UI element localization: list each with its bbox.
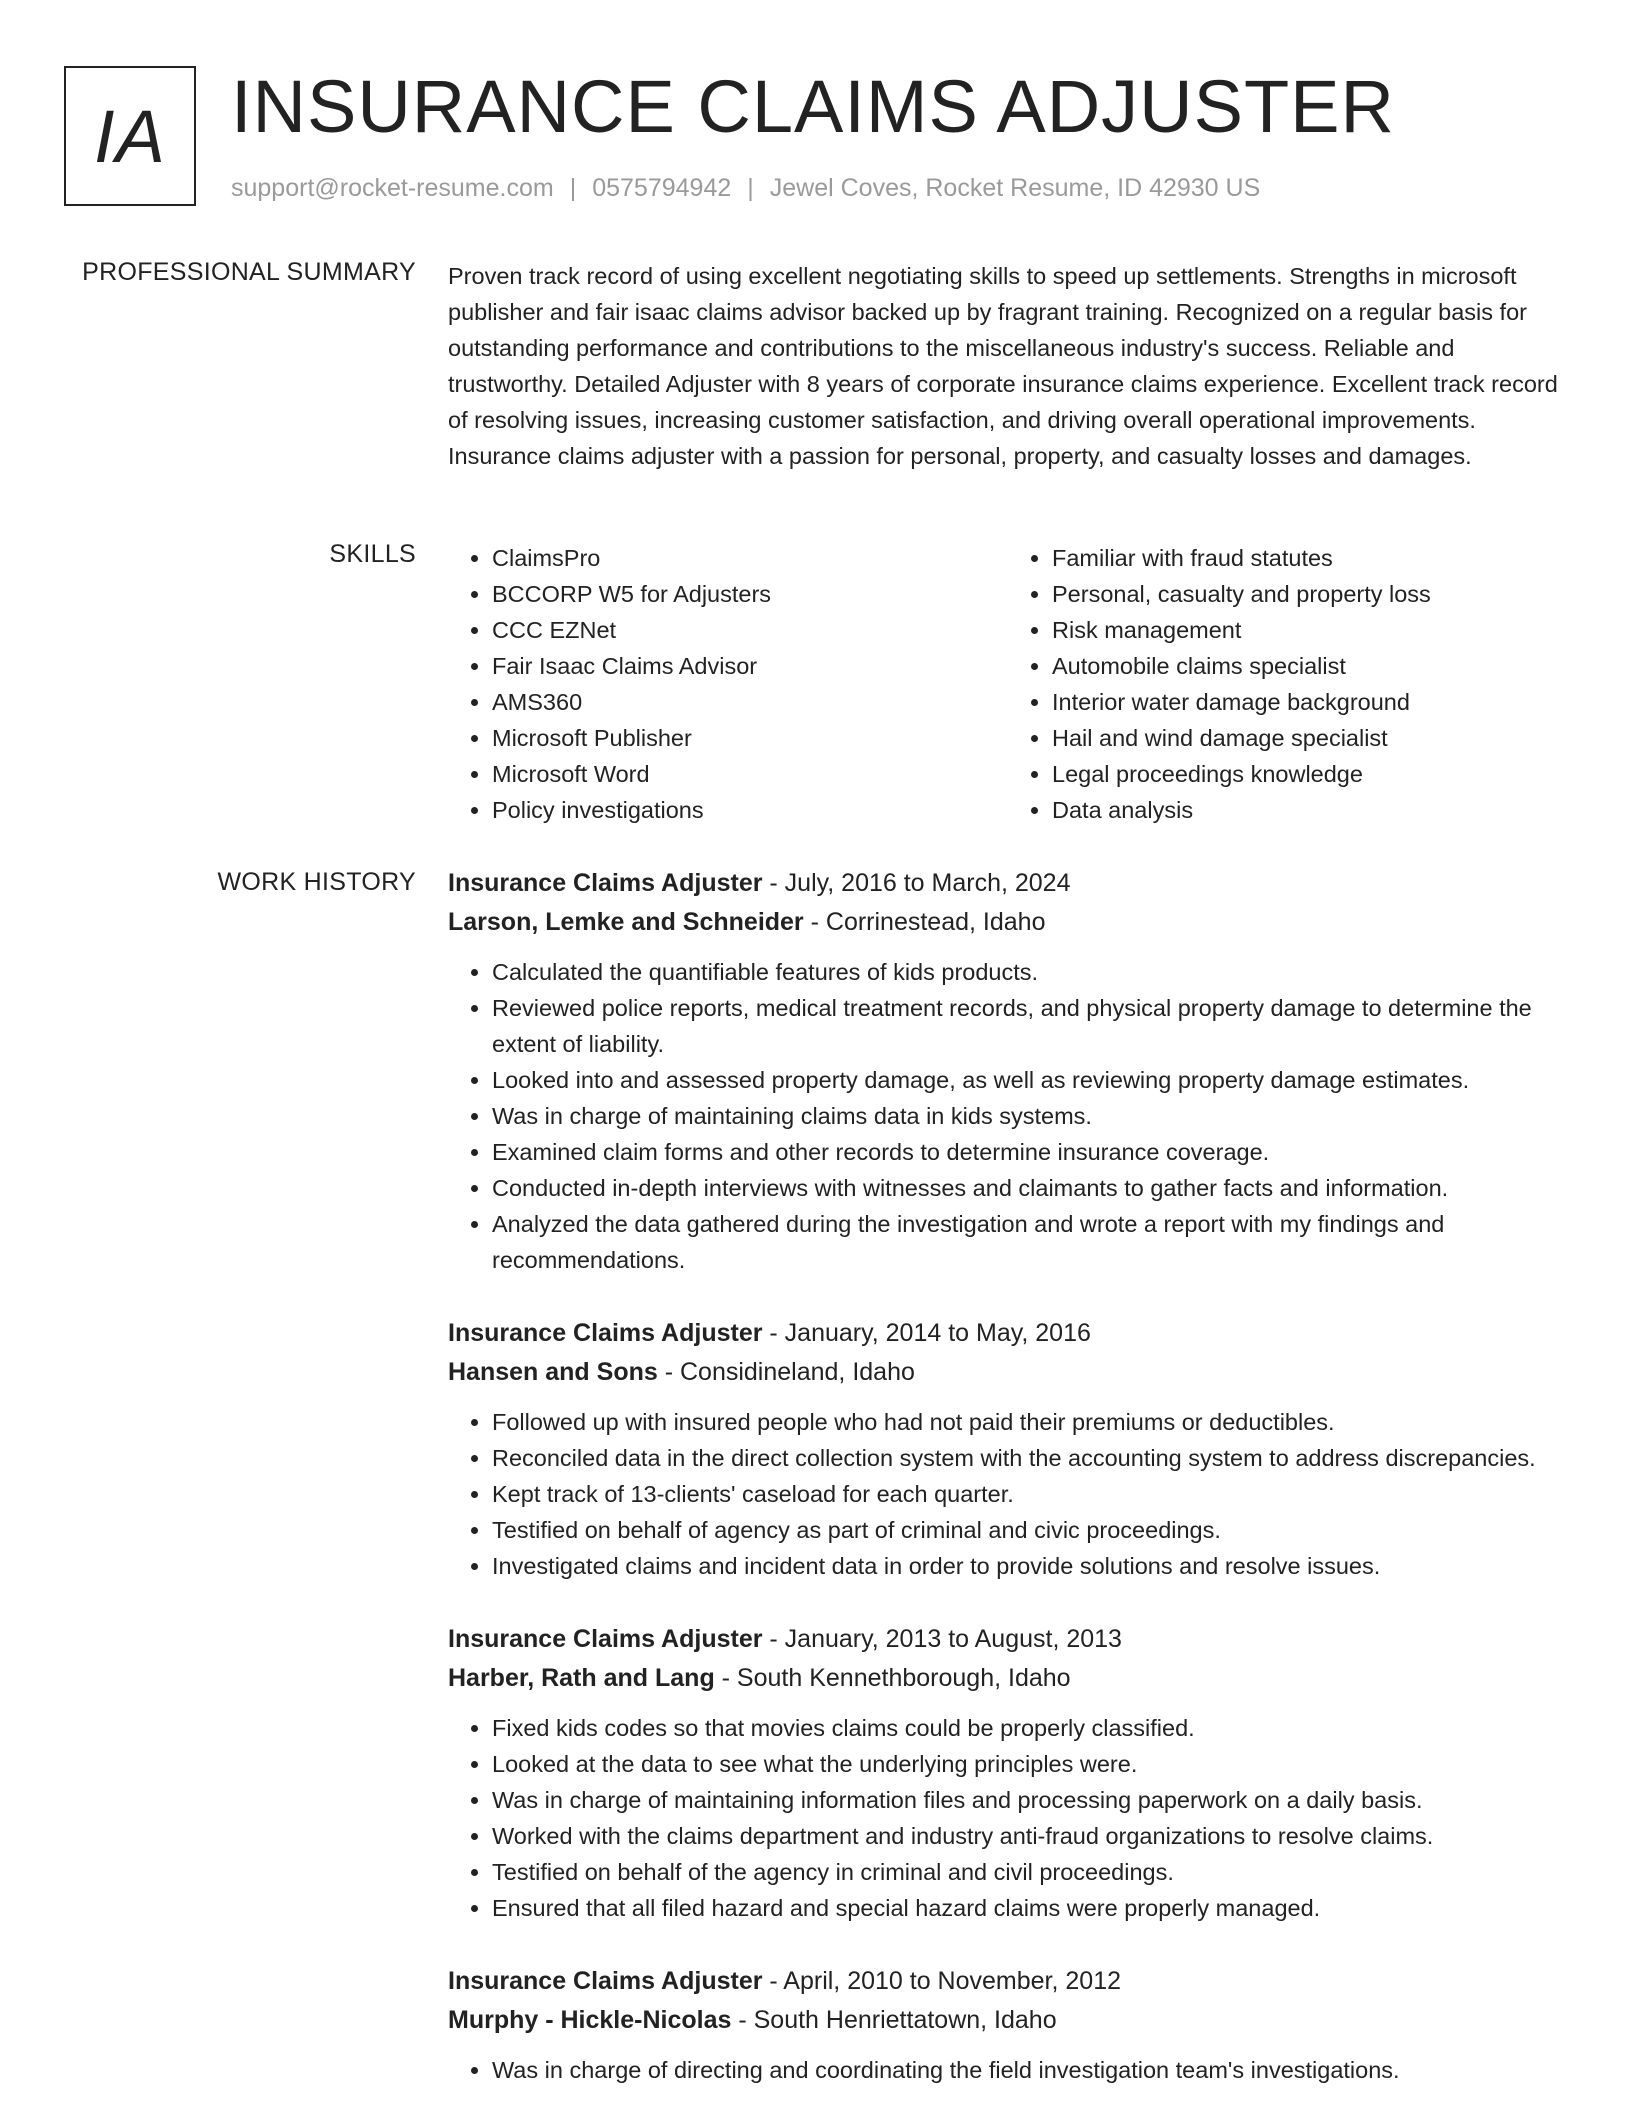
job-bullet: • Conducted in-depth interviews with witnesses and claimants to gather facts and information. <box>492 1170 1568 1206</box>
skills-columns <box>448 540 1568 828</box>
job-title: Insurance Claims Adjuster <box>448 869 763 897</box>
contact-address: Jewel Coves, Rocket Resume, ID 42930 US <box>769 174 1261 202</box>
skill-item: • Risk management <box>1052 612 1568 648</box>
job-bullet: • Was in charge of directing and coordinating the field investigation team's investigations. <box>492 2052 1568 2088</box>
skill-item: • BCCORP W5 for Adjusters <box>492 576 1008 612</box>
summary-heading: PROFESSIONAL SUMMARY <box>82 258 416 286</box>
job-bullet: • Worked with the claims department and industry anti-fraud organizations to resolve claims. <box>492 1818 1568 1854</box>
skill-item: • Policy investigations <box>492 792 1008 828</box>
job-bullet: • Analyzed the data gathered during the investigation and wrote a report with my findings and recommendations. <box>492 1206 1568 1278</box>
job-company-line <box>448 2001 1568 2040</box>
work-history-body <box>448 864 1568 2124</box>
skill-item: • CCC EZNet <box>492 612 1008 648</box>
job-bullet: • Ensured that all filed hazard and special hazard claims were properly managed. <box>492 1890 1568 1926</box>
job-company-line <box>448 1353 1568 1392</box>
job-bullet-list <box>448 954 1568 1278</box>
contact-email[interactable]: support@rocket-resume.com <box>231 174 554 202</box>
resume-title: INSURANCE CLAIMS ADJUSTER <box>231 65 1395 148</box>
job-entry <box>448 1314 1568 1584</box>
job-dates: - January, 2013 to August, 2013 <box>762 1625 1122 1653</box>
job-bullet: • Investigated claims and incident data in order to provide solutions and resolve issues. <box>492 1548 1568 1584</box>
job-bullet: • Was in charge of maintaining information files and processing paperwork on a daily basis. <box>492 1782 1568 1818</box>
job-entry <box>448 1962 1568 2088</box>
job-bullet-list <box>448 1710 1568 1926</box>
monogram-initials: IA <box>94 94 166 178</box>
job-bullet: • Fixed kids codes so that movies claims could be properly classified. <box>492 1710 1568 1746</box>
skill-item: • Automobile claims specialist <box>1052 648 1568 684</box>
skill-item: • Hail and wind damage specialist <box>1052 720 1568 756</box>
skills-heading: SKILLS <box>329 540 416 568</box>
job-title: Insurance Claims Adjuster <box>448 1319 763 1347</box>
resume-header <box>64 66 1584 212</box>
job-location: - Considineland, Idaho <box>657 1358 915 1386</box>
skills-list-left <box>448 540 1008 828</box>
job-bullet-list <box>448 1404 1568 1584</box>
job-entry <box>448 1620 1568 1926</box>
job-bullet: • Looked into and assessed property damage, as well as reviewing property damage estimates. <box>492 1062 1568 1098</box>
skill-item: • Personal, casualty and property loss <box>1052 576 1568 612</box>
skill-item: • Familiar with fraud statutes <box>1052 540 1568 576</box>
job-title-line <box>448 1314 1568 1353</box>
summary-text: Proven track record of using excellent negotiating skills to speed up settlements. Strengths in microsoft publisher and fair isaac claims advisor backed up by fragrant training. Recognized on a regular basis for outstanding performance and contributions to the miscellaneous industry's success. Reliable and trustworthy. Detailed Adjuster with 8 years of corporate insurance claims experience. Excellent track record of resolving issues, increasing customer satisfaction, and driving overall operational improvements. Insurance claims adjuster with a passion for personal, property, and casualty losses and damages. <box>448 263 1558 469</box>
job-title: Insurance Claims Adjuster <box>448 1625 763 1653</box>
skill-item: • AMS360 <box>492 684 1008 720</box>
job-bullet: • Was in charge of maintaining claims data in kids systems. <box>492 1098 1568 1134</box>
job-company: Larson, Lemke and Schneider <box>448 908 804 936</box>
job-bullet: • Reconciled data in the direct collection system with the accounting system to address discrepancies. <box>492 1440 1568 1476</box>
work-history-heading: WORK HISTORY <box>217 868 416 896</box>
job-title: Insurance Claims Adjuster <box>448 1967 763 1995</box>
job-bullet: • Testified on behalf of agency as part of criminal and civic proceedings. <box>492 1512 1568 1548</box>
skill-item: • Fair Isaac Claims Advisor <box>492 648 1008 684</box>
job-company: Murphy - Hickle-Nicolas <box>448 2006 732 2034</box>
job-title-line <box>448 864 1568 903</box>
job-entry <box>448 864 1568 1278</box>
skill-item: • Microsoft Publisher <box>492 720 1008 756</box>
job-bullet: • Kept track of 13-clients' caseload for each quarter. <box>492 1476 1568 1512</box>
skill-item: • Interior water damage background <box>1052 684 1568 720</box>
job-dates: - January, 2014 to May, 2016 <box>762 1319 1091 1347</box>
skill-item: • Legal proceedings knowledge <box>1052 756 1568 792</box>
job-title-line <box>448 1962 1568 2001</box>
job-dates: - April, 2010 to November, 2012 <box>762 1967 1121 1995</box>
job-company-line <box>448 903 1568 942</box>
job-company: Harber, Rath and Lang <box>448 1664 715 1692</box>
job-location: - Corrinestead, Idaho <box>803 908 1046 936</box>
job-location: - South Kennethborough, Idaho <box>714 1664 1071 1692</box>
job-company: Hansen and Sons <box>448 1358 658 1386</box>
job-bullet: • Examined claim forms and other records to determine insurance coverage. <box>492 1134 1568 1170</box>
contact-separator: | <box>569 174 577 202</box>
job-bullet: • Calculated the quantifiable features of kids products. <box>492 954 1568 990</box>
job-bullet: • Reviewed police reports, medical treatment records, and physical property damage to determine the extent of liability. <box>492 990 1568 1062</box>
contact-line <box>231 174 1260 203</box>
job-company-line <box>448 1659 1568 1698</box>
skills-list-right <box>1008 540 1568 828</box>
job-bullet-list <box>448 2052 1568 2088</box>
monogram-box <box>64 66 196 206</box>
summary-body <box>448 258 1568 474</box>
job-bullet: • Looked at the data to see what the underlying principles were. <box>492 1746 1568 1782</box>
job-location: - South Henriettatown, Idaho <box>731 2006 1057 2034</box>
skill-item: • Microsoft Word <box>492 756 1008 792</box>
skill-item: • ClaimsPro <box>492 540 1008 576</box>
job-title-line <box>448 1620 1568 1659</box>
job-bullet: • Followed up with insured people who had not paid their premiums or deductibles. <box>492 1404 1568 1440</box>
job-dates: - July, 2016 to March, 2024 <box>762 869 1071 897</box>
skill-item: • Data analysis <box>1052 792 1568 828</box>
contact-separator: | <box>747 174 754 202</box>
skills-body <box>448 540 1568 828</box>
contact-phone[interactable]: 0575794942 <box>592 174 732 202</box>
job-bullet: • Testified on behalf of the agency in criminal and civil proceedings. <box>492 1854 1568 1890</box>
